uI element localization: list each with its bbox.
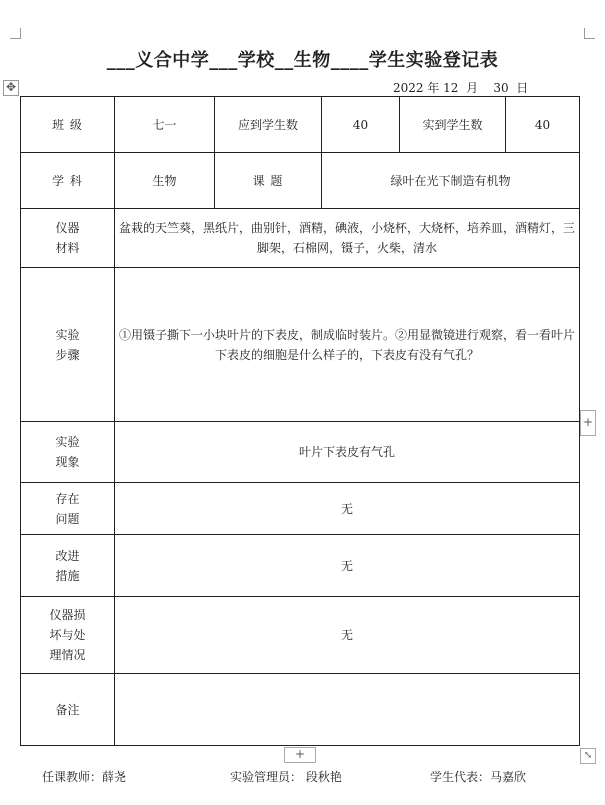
actual-count-label: 实到学生数	[400, 97, 506, 153]
table-row	[21, 97, 580, 153]
improve-label-line-2: 措施	[55, 568, 80, 583]
subject-label: 学 科	[21, 153, 115, 209]
topic-label: 课 题	[215, 153, 322, 209]
problems-label-line-2: 问题	[55, 511, 80, 526]
topic-value[interactable]: 绿叶在光下制造有机物	[322, 153, 580, 209]
damage-label-line-2: 坏与处	[49, 628, 86, 642]
experiment-register-table	[20, 96, 580, 746]
steps-value[interactable]: ①用镊子撕下一小块叶片的下表皮，制成临时装片。②用显微镜进行观察，看一看叶片下表皮的细胞是什么样子的，下表皮有没有气孔？	[115, 268, 580, 422]
table-row	[21, 597, 580, 674]
table-resize-icon[interactable]: ⤡	[580, 748, 596, 764]
table-row	[21, 483, 580, 535]
table-row	[21, 209, 580, 268]
move-icon[interactable]: ✥	[3, 80, 19, 96]
notes-label: 备注	[21, 674, 115, 746]
equipment-label-line-2: 材料	[55, 241, 80, 255]
equipment-label	[21, 209, 115, 268]
equipment-label-line-1: 仪器	[55, 221, 80, 235]
steps-label-line-1: 实验	[55, 327, 80, 342]
phenomenon-label-line-2: 现象	[55, 455, 80, 469]
phenomenon-value[interactable]: 叶片下表皮有气孔	[115, 422, 580, 483]
table-row	[21, 422, 580, 483]
class-value[interactable]: 七一	[115, 97, 215, 153]
add-row-plus-icon[interactable]: +	[284, 747, 316, 763]
problems-label-line-1: 存在	[55, 491, 80, 506]
damage-label-line-1: 仪器损	[49, 608, 86, 622]
problems-value[interactable]: 无	[115, 483, 580, 535]
equipment-value[interactable]: 盆栽的天竺葵，黑纸片，曲别针，酒精，碘液，小烧杯，大烧杯，培养皿，酒精灯，三脚架，石棉网，镊子，火柴，清水	[115, 209, 580, 268]
damage-label	[21, 597, 115, 674]
class-label: 班 级	[21, 97, 115, 153]
damage-label-line-3: 理情况	[49, 648, 86, 662]
add-column-plus-icon[interactable]: +	[580, 410, 596, 436]
actual-count-value[interactable]: 40	[506, 97, 580, 153]
problems-label	[21, 483, 115, 535]
table-row	[21, 535, 580, 597]
steps-label	[21, 268, 115, 422]
phenomenon-label-line-1: 实验	[55, 435, 80, 449]
table-row	[21, 268, 580, 422]
notes-value[interactable]	[115, 674, 580, 746]
footer-teacher: 任课教师：薛尧	[42, 770, 127, 784]
footer-lab-manager: 实验管理员： 段秋艳	[230, 770, 342, 784]
expected-count-label: 应到学生数	[215, 97, 322, 153]
table-row	[21, 674, 580, 746]
damage-value[interactable]: 无	[115, 597, 580, 674]
table-row	[21, 153, 580, 209]
footer-student-rep: 学生代表：马嘉欣	[430, 770, 527, 784]
improve-value[interactable]: 无	[115, 535, 580, 597]
document-title: ___义合中学___学校__生物____学生实验登记表	[106, 50, 499, 71]
page-corner-mark-right	[584, 28, 595, 39]
steps-label-line-2: 步骤	[55, 347, 80, 362]
improve-label	[21, 535, 115, 597]
phenomenon-label	[21, 422, 115, 483]
improve-label-line-1: 改进	[55, 548, 80, 563]
expected-count-value[interactable]: 40	[322, 97, 400, 153]
date-line: 2022 年 12 月 30 日	[393, 81, 529, 95]
subject-value[interactable]: 生物	[115, 153, 215, 209]
page-corner-mark-left	[10, 28, 21, 39]
